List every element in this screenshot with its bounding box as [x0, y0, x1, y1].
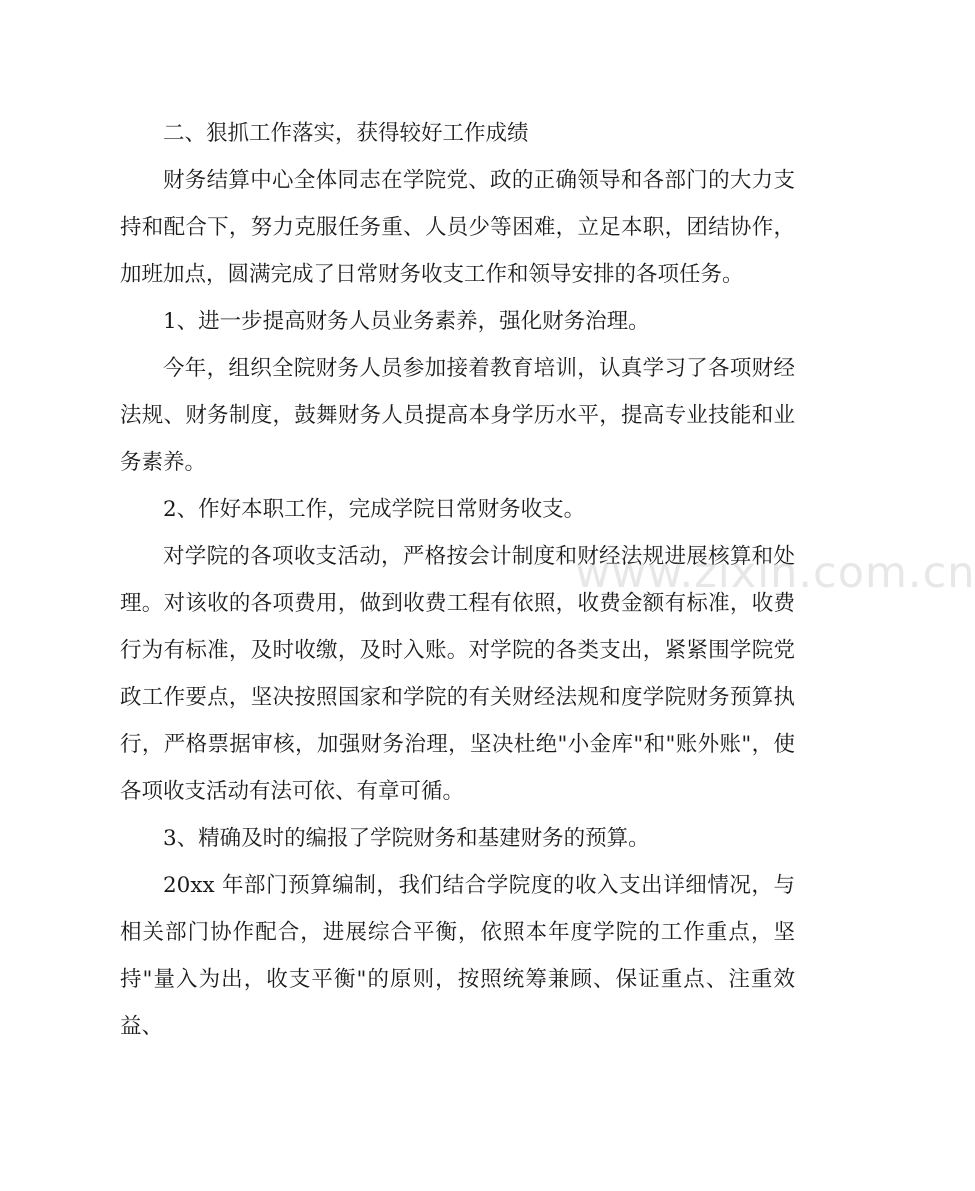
section-heading: 二、狠抓工作落实，获得较好工作成绩 — [163, 121, 529, 146]
item-3-text: 20xx 年部门预算编制，我们结合学院度的收入支出详细情况，与相关部门协作配合，进展综合平衡，依照本年度学院的工作重点，坚持"量入为出，收支平衡"的原则，按照统筹兼顾、保证重点、注重效益、 — [120, 873, 795, 1039]
item-1-title: 1、进一步提高财务人员业务素养，强化财务治理。 — [163, 309, 650, 334]
watermark: www.zixin.com.cn — [575, 548, 975, 598]
item-3-title: 3、精确及时的编报了学院财务和基建财务的预算。 — [163, 826, 650, 851]
item-1-text: 今年，组织全院财务人员参加接着教育培训，认真学习了各项财经法规、财务制度，鼓舞财务人员提高本身学历水平，提高专业技能和业务素养。 — [120, 356, 795, 475]
item-2-title: 2、作好本职工作，完成学院日常财务收支。 — [163, 497, 586, 522]
paragraph-intro: 财务结算中心全体同志在学院党、政的正确领导和各部门的大力支持和配合下，努力克服任务重、人员少等困难，立足本职，团结协作，加班加点，圆满完成了日常财务收支工作和领导安排的各项任务。 — [120, 168, 795, 287]
item-2-text: 对学院的各项收支活动，严格按会计制度和财经法规进展核算和处理。对该收的各项费用，做到收费工程有依照，收费金额有标准，收费行为有标准，及时收缴，及时入账。对学院的各类支出，紧紧围学院党政工作要点，坚决按照国家和学院的有关财经法规和度学院财务预算执行，严格票据审核，加强财务治理，坚决杜绝"小金库"和"账外账"，使各项收支活动有法可依、有章可循。 — [120, 544, 795, 804]
document-body — [120, 110, 795, 1050]
